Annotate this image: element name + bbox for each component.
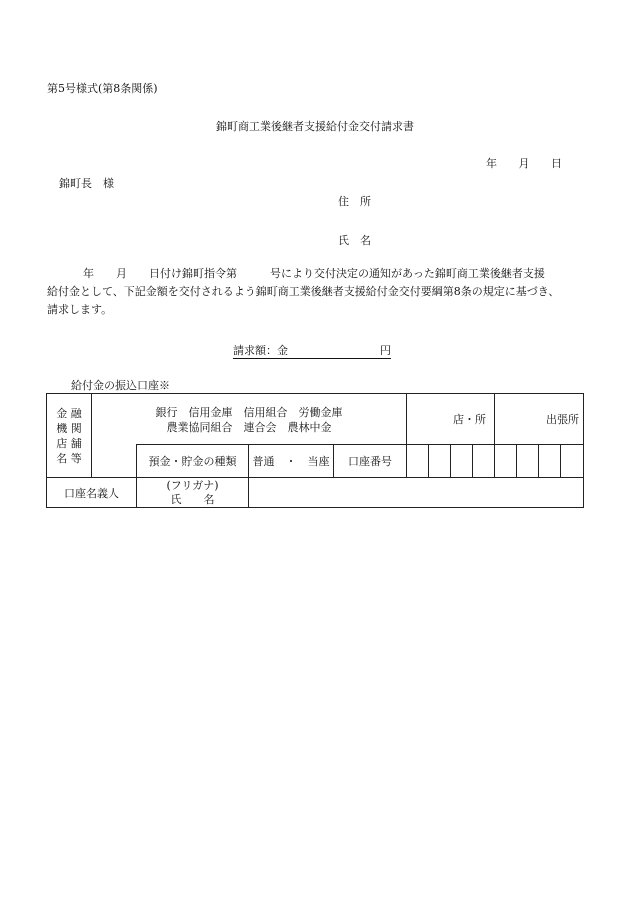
branch-label: 店・所 xyxy=(453,413,486,426)
account-digit-box[interactable] xyxy=(429,445,451,478)
institution-label-2: 機 関 xyxy=(56,421,82,435)
claim-amount xyxy=(233,342,391,359)
name-label: 氏 名 xyxy=(338,234,371,247)
institution-types-line-1: 銀行 信用金庫 信用組合 労働金庫 xyxy=(155,406,343,419)
account-holder-label: 口座名義人 xyxy=(47,478,137,508)
blank-spacer-cell xyxy=(92,445,137,478)
institution-types-line-2: 農業協同組合 連合会 農林中金 xyxy=(166,421,332,434)
date-month: 月 xyxy=(518,157,530,170)
account-caption: 給付金の振込口座※ xyxy=(71,379,170,392)
account-digit-box[interactable] xyxy=(407,445,429,478)
institution-label-3: 店 舗 xyxy=(56,436,82,450)
institution-types-cell xyxy=(92,394,407,445)
date-line xyxy=(486,155,562,171)
account-digit-box[interactable] xyxy=(539,445,561,478)
deposit-type-options: 普通 ・ 当座 xyxy=(249,445,334,478)
account-digit-box[interactable] xyxy=(517,445,539,478)
holder-name-label: 氏 名 xyxy=(170,492,215,506)
address-label: 住 所 xyxy=(338,195,371,208)
body-line-1: 年 月 日付け錦町指令第 号により交付決定の通知があった錦町商工業後継者支援 xyxy=(83,267,545,280)
date-day: 日 xyxy=(551,157,562,170)
date-year: 年 xyxy=(486,157,497,170)
addressee: 錦町長 様 xyxy=(59,177,114,190)
request-body xyxy=(47,265,592,319)
institution-label-1: 金 融 xyxy=(56,406,82,420)
claim-unit: 円 xyxy=(380,344,391,357)
branch-cell xyxy=(407,394,495,445)
institution-label-4: 名 等 xyxy=(56,451,82,465)
account-number-label: 口座番号 xyxy=(334,445,407,478)
sub-office-cell xyxy=(495,394,584,445)
form-number: 第5号様式(第8条関係) xyxy=(47,82,158,95)
account-digit-box[interactable] xyxy=(473,445,495,478)
bank-account-table xyxy=(46,393,584,508)
sub-office-label: 出張所 xyxy=(546,413,579,426)
institution-label-cell xyxy=(47,394,92,478)
claim-label: 請求額：金 xyxy=(233,344,288,357)
deposit-type-label: 預金・貯金の種類 xyxy=(137,445,249,478)
body-line-2: 給付金として、下記金額を交付されるよう錦町商工業後継者支援給付金交付要綱第8条の規定に基づき、 xyxy=(47,285,560,298)
account-holder-field[interactable] xyxy=(249,478,584,508)
account-digit-box[interactable] xyxy=(451,445,473,478)
furigana-label: (フリガナ) xyxy=(166,478,219,492)
holder-name-label-cell xyxy=(137,478,249,508)
account-digit-box[interactable] xyxy=(495,445,517,478)
account-digit-box[interactable] xyxy=(561,445,584,478)
document-title: 錦町商工業後継者支援給付金交付請求書 xyxy=(216,120,414,133)
body-line-3: 請求します。 xyxy=(47,303,113,316)
